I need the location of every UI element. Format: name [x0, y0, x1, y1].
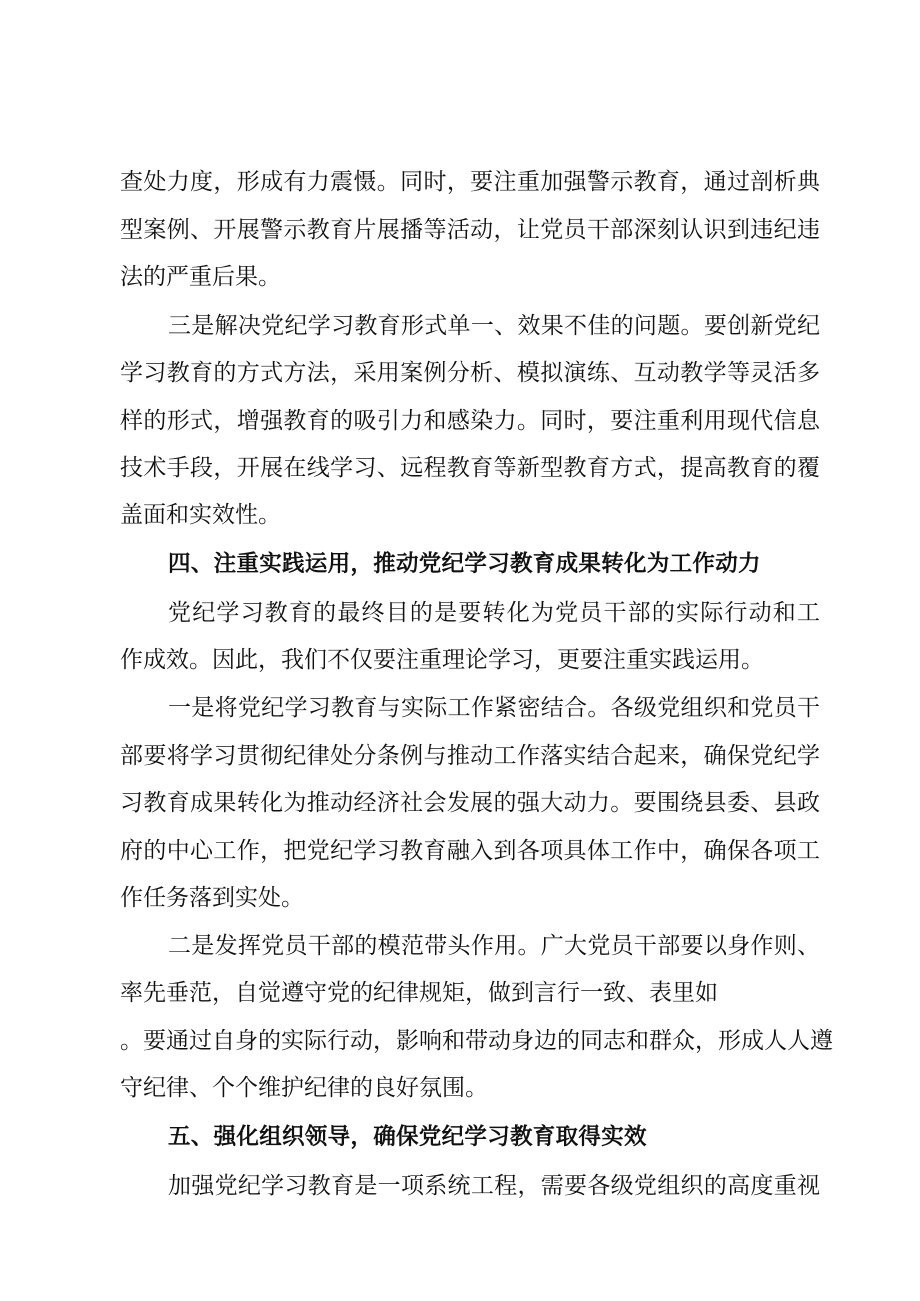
body-text-line: 查处力度，形成有力震慑。同时，要注重加强警示教育，通过剖析典 — [120, 169, 820, 195]
paragraph-first-line: 一是将党纪学习教育与实际工作紧密结合。各级党组织和党员干 — [168, 695, 820, 721]
body-text-line: 守纪律、个个维护纪律的良好氛围。 — [120, 1075, 488, 1101]
body-text-line: 作成效。因此，我们不仅要注重理论学习，更要注重实践运用。 — [120, 647, 764, 673]
body-text-line: 法的严重后果。 — [120, 264, 281, 290]
body-text-line: 学习教育的方式方法，采用案例分析、模拟演练、互动教学等灵活多 — [120, 360, 820, 386]
body-text-line: 府的中心工作，把党纪学习教育融入到各项具体工作中，确保各项工 — [120, 838, 820, 864]
body-text-line: 习教育成果转化为推动经济社会发展的强大动力。要围绕县委、县政 — [120, 790, 820, 816]
section-heading: 五、强化组织领导，确保党纪学习教育取得实效 — [168, 1124, 647, 1150]
body-text-line: 盖面和实效性。 — [120, 502, 281, 528]
paragraph-first-line: 三是解决党纪学习教育形式单一、效果不佳的问题。要创新党纪 — [168, 313, 820, 339]
body-text-line: 作任务落到实处。 — [120, 885, 304, 911]
paragraph-first-line: 党纪学习教育的最终目的是要转化为党员干部的实际行动和工 — [168, 600, 820, 626]
body-text-line: 型案例、开展警示教育片展播等活动，让党员干部深刻认识到违纪违 — [120, 217, 820, 243]
body-text-line: 样的形式，增强教育的吸引力和感染力。同时，要注重利用现代信息 — [120, 408, 820, 434]
paragraph-first-line: 加强党纪学习教育是一项系统工程，需要各级党组织的高度重视 — [168, 1173, 820, 1199]
section-heading: 四、注重实践运用，推动党纪学习教育成果转化为工作动力 — [168, 551, 761, 577]
body-text-line: 部要将学习贯彻纪律处分条例与推动工作落实结合起来，确保党纪学 — [120, 743, 820, 769]
body-text-line: 率先垂范，自觉遵守党的纪律规矩，做到言行一致、表里如 — [120, 980, 718, 1006]
body-text-line: 。要通过自身的实际行动，影响和带动身边的同志和群众，形成人人遵 — [120, 1028, 833, 1054]
paragraph-first-line: 二是发挥党员干部的模范带头作用。广大党员干部要以身作则、 — [168, 933, 820, 959]
body-text-line: 技术手段，开展在线学习、远程教育等新型教育方式，提高教育的覆 — [120, 455, 820, 481]
